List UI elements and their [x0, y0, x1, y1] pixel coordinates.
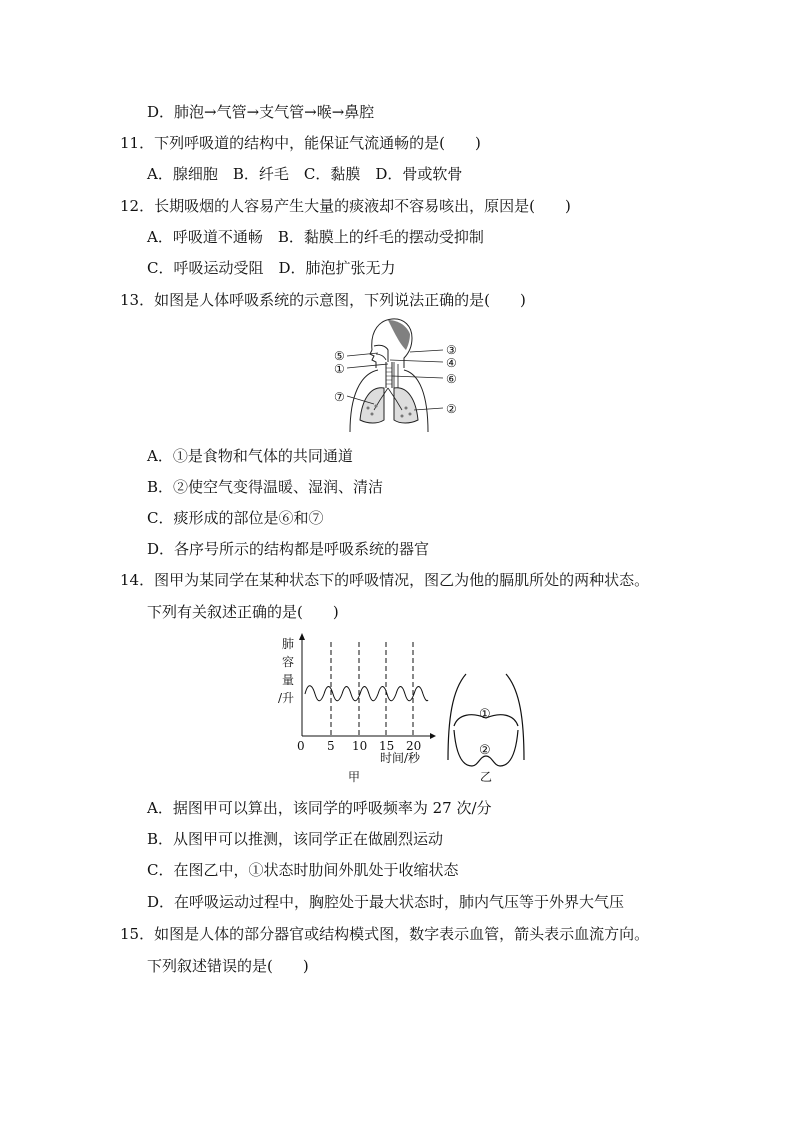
fig13-label-5: ⑤	[334, 349, 345, 363]
yi-label-1: ①	[479, 707, 491, 722]
fig13-label-6: ⑥	[446, 372, 457, 386]
respiratory-system-figure	[330, 316, 465, 432]
q13-stem: 13．如图是人体呼吸系统的示意图，下列说法正确的是( )	[120, 291, 526, 309]
jia-ylabel-3: 量	[282, 673, 295, 687]
jia-ylabel-2: 容	[282, 655, 295, 669]
left-lung	[360, 388, 384, 423]
q11-stem: 11．下列呼吸道的结构中，能保证气流通畅的是( )	[120, 134, 481, 152]
q13-option-a: A．①是食物和气体的共同通道	[147, 447, 353, 465]
q15-stem-line1: 15．如图是人体的部分器官或结构模式图，数字表示血管，箭头表示血流方向。	[120, 925, 650, 943]
jia-xtick-15: 15	[379, 739, 395, 753]
fig13-label-2: ②	[446, 402, 457, 416]
fig13-label-3: ③	[446, 343, 457, 357]
q14-stem-line1: 14．图甲为某同学在某种状态下的呼吸情况，图乙为他的膈肌所处的两种状态。	[120, 571, 650, 589]
jia-xlabel: 时间/秒	[380, 751, 421, 765]
q13-option-b: B．②使空气变得温暖、湿润、清洁	[147, 478, 384, 496]
right-lung	[394, 388, 418, 423]
jia-ylabel-1: 肺	[282, 637, 295, 651]
jia-xtick-10: 10	[352, 739, 368, 753]
jia-xtick-20: 20	[406, 739, 422, 753]
q11-options: A．腺细胞 B．纤毛 C．黏膜 D．骨或软骨	[147, 165, 463, 183]
jia-caption: 甲	[348, 770, 361, 784]
lung-volume-figure-jia	[276, 632, 436, 784]
lung-volume-wave	[305, 686, 428, 701]
q14-stem-line2: 下列有关叙述正确的是( )	[147, 603, 339, 621]
q12-options-line1: A．呼吸道不通畅 B．黏膜上的纤毛的摆动受抑制	[147, 228, 484, 246]
q10-option-d: D．肺泡→气管→支气管→喉→鼻腔	[147, 103, 375, 121]
diaphragm-figure-yi	[444, 670, 528, 786]
q14-option-b: B．从图甲可以推测，该同学正在做剧烈运动	[147, 830, 444, 848]
fig13-label-1: ①	[334, 362, 345, 376]
fig13-label-7: ⑦	[334, 390, 345, 404]
q15-stem-line2: 下列叙述错误的是( )	[147, 957, 309, 975]
q13-option-d: D．各序号所示的结构都是呼吸系统的器官	[147, 540, 430, 558]
q13-option-c: C．痰形成的部位是⑥和⑦	[147, 509, 324, 527]
fig13-label-4: ④	[446, 356, 457, 370]
yi-caption: 乙	[480, 770, 493, 784]
q14-option-a: A．据图甲可以算出，该同学的呼吸频率为 27 次/分	[147, 799, 492, 817]
jia-xtick-5: 5	[327, 739, 335, 753]
jia-xtick-0: 0	[297, 739, 305, 753]
yi-label-2: ②	[479, 743, 491, 758]
q14-option-c: C．在图乙中，①状态时肋间外肌处于收缩状态	[147, 861, 459, 879]
q14-option-d: D．在呼吸运动过程中，胸腔处于最大状态时，肺内气压等于外界大气压	[147, 893, 625, 911]
jia-ylabel-4: /升	[278, 691, 295, 705]
q12-options-line2: C．呼吸运动受阻 D．肺泡扩张无力	[147, 259, 396, 277]
q12-stem: 12．长期吸烟的人容易产生大量的痰液却不容易咳出，原因是( )	[120, 197, 571, 215]
